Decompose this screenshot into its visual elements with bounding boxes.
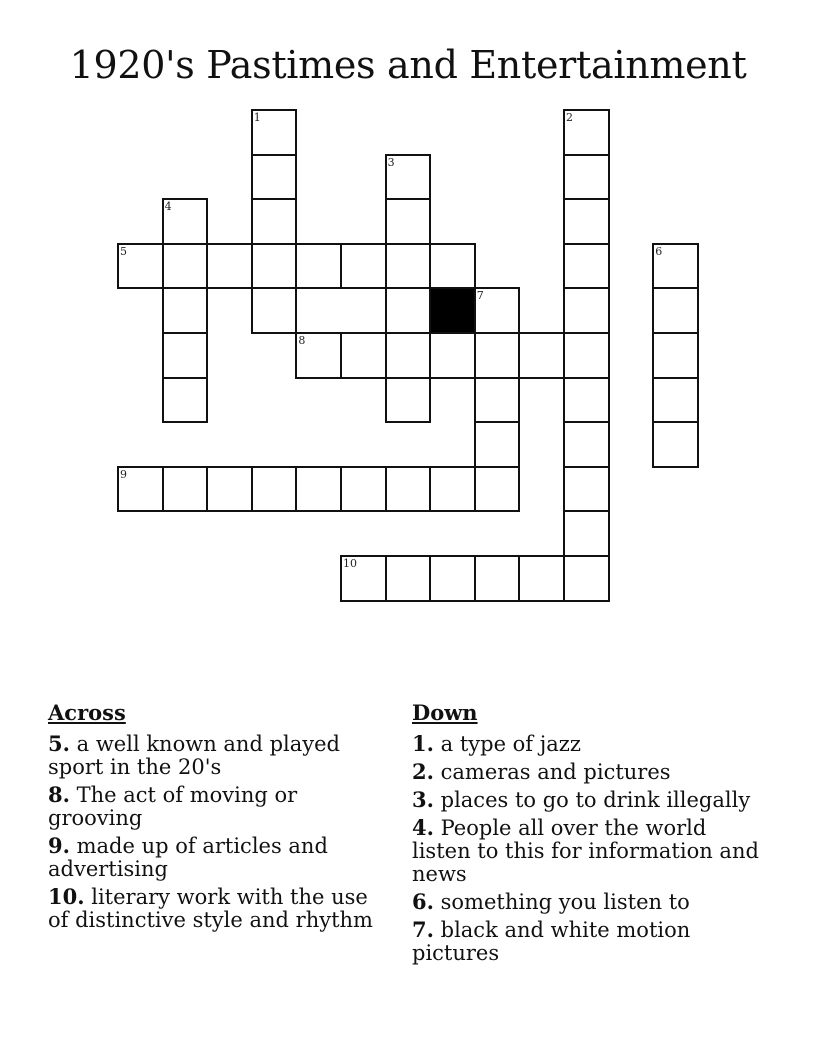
down-clues bbox=[412, 700, 762, 969]
grid-cell[interactable] bbox=[162, 287, 209, 334]
grid-cell[interactable] bbox=[295, 243, 342, 290]
across-heading: Across bbox=[48, 700, 126, 725]
clue-number: 10. bbox=[48, 884, 85, 909]
grid-cell[interactable] bbox=[429, 243, 476, 290]
across-clue-8 bbox=[48, 783, 393, 830]
clue-number: 1. bbox=[412, 731, 434, 756]
down-clue-6 bbox=[412, 890, 762, 914]
grid-cell[interactable] bbox=[652, 377, 699, 424]
grid-cell[interactable] bbox=[563, 421, 610, 468]
clue-number: 5. bbox=[48, 731, 70, 756]
clue-number: 8. bbox=[48, 782, 70, 807]
grid-cell[interactable] bbox=[385, 555, 432, 602]
grid-cell[interactable] bbox=[251, 154, 298, 201]
grid-cell[interactable] bbox=[563, 332, 610, 379]
clue-number: 7. bbox=[412, 917, 434, 942]
down-clue-3 bbox=[412, 788, 762, 812]
grid-cell[interactable] bbox=[474, 555, 521, 602]
grid-cell[interactable] bbox=[340, 466, 387, 513]
grid-cell[interactable] bbox=[340, 243, 387, 290]
grid-cell[interactable] bbox=[117, 466, 164, 513]
grid-cell[interactable] bbox=[563, 109, 610, 156]
cell-number: 1 bbox=[253, 111, 261, 124]
across-clue-5 bbox=[48, 732, 393, 779]
grid-cell[interactable] bbox=[340, 332, 387, 379]
clue-text: black and white motion pictures bbox=[412, 918, 691, 965]
clue-text: cameras and pictures bbox=[440, 760, 671, 784]
clue-text: a type of jazz bbox=[440, 732, 581, 756]
clue-number: 4. bbox=[412, 815, 434, 840]
page-title: 1920's Pastimes and Entertainment bbox=[69, 43, 747, 87]
grid-cell[interactable] bbox=[251, 109, 298, 156]
grid-cell[interactable] bbox=[518, 332, 565, 379]
grid-cell[interactable] bbox=[385, 198, 432, 245]
grid-cell[interactable] bbox=[385, 243, 432, 290]
clue-text: something you listen to bbox=[440, 890, 690, 914]
clue-number: 6. bbox=[412, 889, 434, 914]
across-clues bbox=[48, 700, 393, 936]
clue-text: places to go to drink illegally bbox=[440, 788, 751, 812]
grid-cell[interactable] bbox=[340, 555, 387, 602]
clue-number: 2. bbox=[412, 759, 434, 784]
grid-cell[interactable] bbox=[652, 332, 699, 379]
grid-cell[interactable] bbox=[563, 510, 610, 557]
grid-cell[interactable] bbox=[385, 377, 432, 424]
cell-number: 8 bbox=[298, 334, 306, 347]
clue-text: The act of moving or grooving bbox=[48, 783, 298, 830]
grid-cell[interactable] bbox=[117, 243, 164, 290]
grid-cell[interactable] bbox=[429, 466, 476, 513]
grid-cell[interactable] bbox=[563, 198, 610, 245]
grid-cell[interactable] bbox=[563, 154, 610, 201]
clue-text: a well known and played sport in the 20's bbox=[48, 732, 340, 779]
cell-number: 7 bbox=[476, 289, 484, 303]
across-clue-10 bbox=[48, 885, 393, 932]
cell-number: 10 bbox=[343, 557, 357, 570]
grid-cell[interactable] bbox=[251, 466, 298, 513]
grid-cell[interactable] bbox=[385, 332, 432, 379]
cell-number: 4 bbox=[164, 200, 172, 214]
grid-cell[interactable] bbox=[429, 332, 476, 379]
grid-cell[interactable] bbox=[251, 287, 298, 334]
down-clue-1 bbox=[412, 732, 762, 756]
cell-number: 3 bbox=[387, 155, 395, 169]
grid-cell[interactable] bbox=[385, 287, 432, 334]
grid-cell[interactable] bbox=[474, 332, 521, 379]
grid-cell[interactable] bbox=[563, 243, 610, 290]
clue-text: People all over the world listen to this for information and news bbox=[412, 816, 759, 886]
grid-cell[interactable] bbox=[474, 287, 521, 334]
grid-cell[interactable] bbox=[162, 332, 209, 379]
down-clue-4 bbox=[412, 816, 762, 886]
grid-cell[interactable] bbox=[474, 421, 521, 468]
cell-number: 6 bbox=[655, 244, 663, 258]
grid-cell[interactable] bbox=[206, 243, 253, 290]
across-clue-9 bbox=[48, 834, 393, 881]
grid-cell[interactable] bbox=[206, 466, 253, 513]
grid-cell[interactable] bbox=[162, 377, 209, 424]
cell-number: 9 bbox=[120, 467, 127, 481]
grid-cell[interactable] bbox=[385, 466, 432, 513]
black-cell bbox=[429, 287, 476, 334]
grid-cell[interactable] bbox=[162, 466, 209, 513]
grid-cell[interactable] bbox=[518, 555, 565, 602]
grid-cell[interactable] bbox=[162, 198, 209, 245]
grid-cell[interactable] bbox=[162, 243, 209, 290]
clue-text: made up of articles and advertising bbox=[48, 834, 328, 881]
grid-cell[interactable] bbox=[385, 154, 432, 201]
grid-cell[interactable] bbox=[429, 555, 476, 602]
clue-number: 3. bbox=[412, 787, 434, 812]
cell-number: 5 bbox=[120, 244, 127, 258]
cell-number: 2 bbox=[566, 111, 573, 124]
grid-cell[interactable] bbox=[652, 421, 699, 468]
grid-cell[interactable] bbox=[563, 555, 610, 602]
clue-number: 9. bbox=[48, 833, 70, 858]
grid-cell[interactable] bbox=[474, 377, 521, 424]
grid-cell[interactable] bbox=[251, 198, 298, 245]
down-clue-2 bbox=[412, 760, 762, 784]
grid-cell[interactable] bbox=[295, 332, 342, 379]
clue-text: literary work with the use of distinctive style and rhythm bbox=[48, 885, 373, 932]
grid-cell[interactable] bbox=[563, 377, 610, 424]
down-clue-7 bbox=[412, 918, 762, 965]
grid-cell[interactable] bbox=[474, 466, 521, 513]
grid-cell[interactable] bbox=[563, 466, 610, 513]
grid-cell[interactable] bbox=[295, 466, 342, 513]
grid-cell[interactable] bbox=[652, 243, 699, 290]
grid-cell[interactable] bbox=[652, 287, 699, 334]
down-heading: Down bbox=[412, 700, 478, 725]
grid-cell[interactable] bbox=[563, 287, 610, 334]
grid-cell[interactable] bbox=[251, 243, 298, 290]
